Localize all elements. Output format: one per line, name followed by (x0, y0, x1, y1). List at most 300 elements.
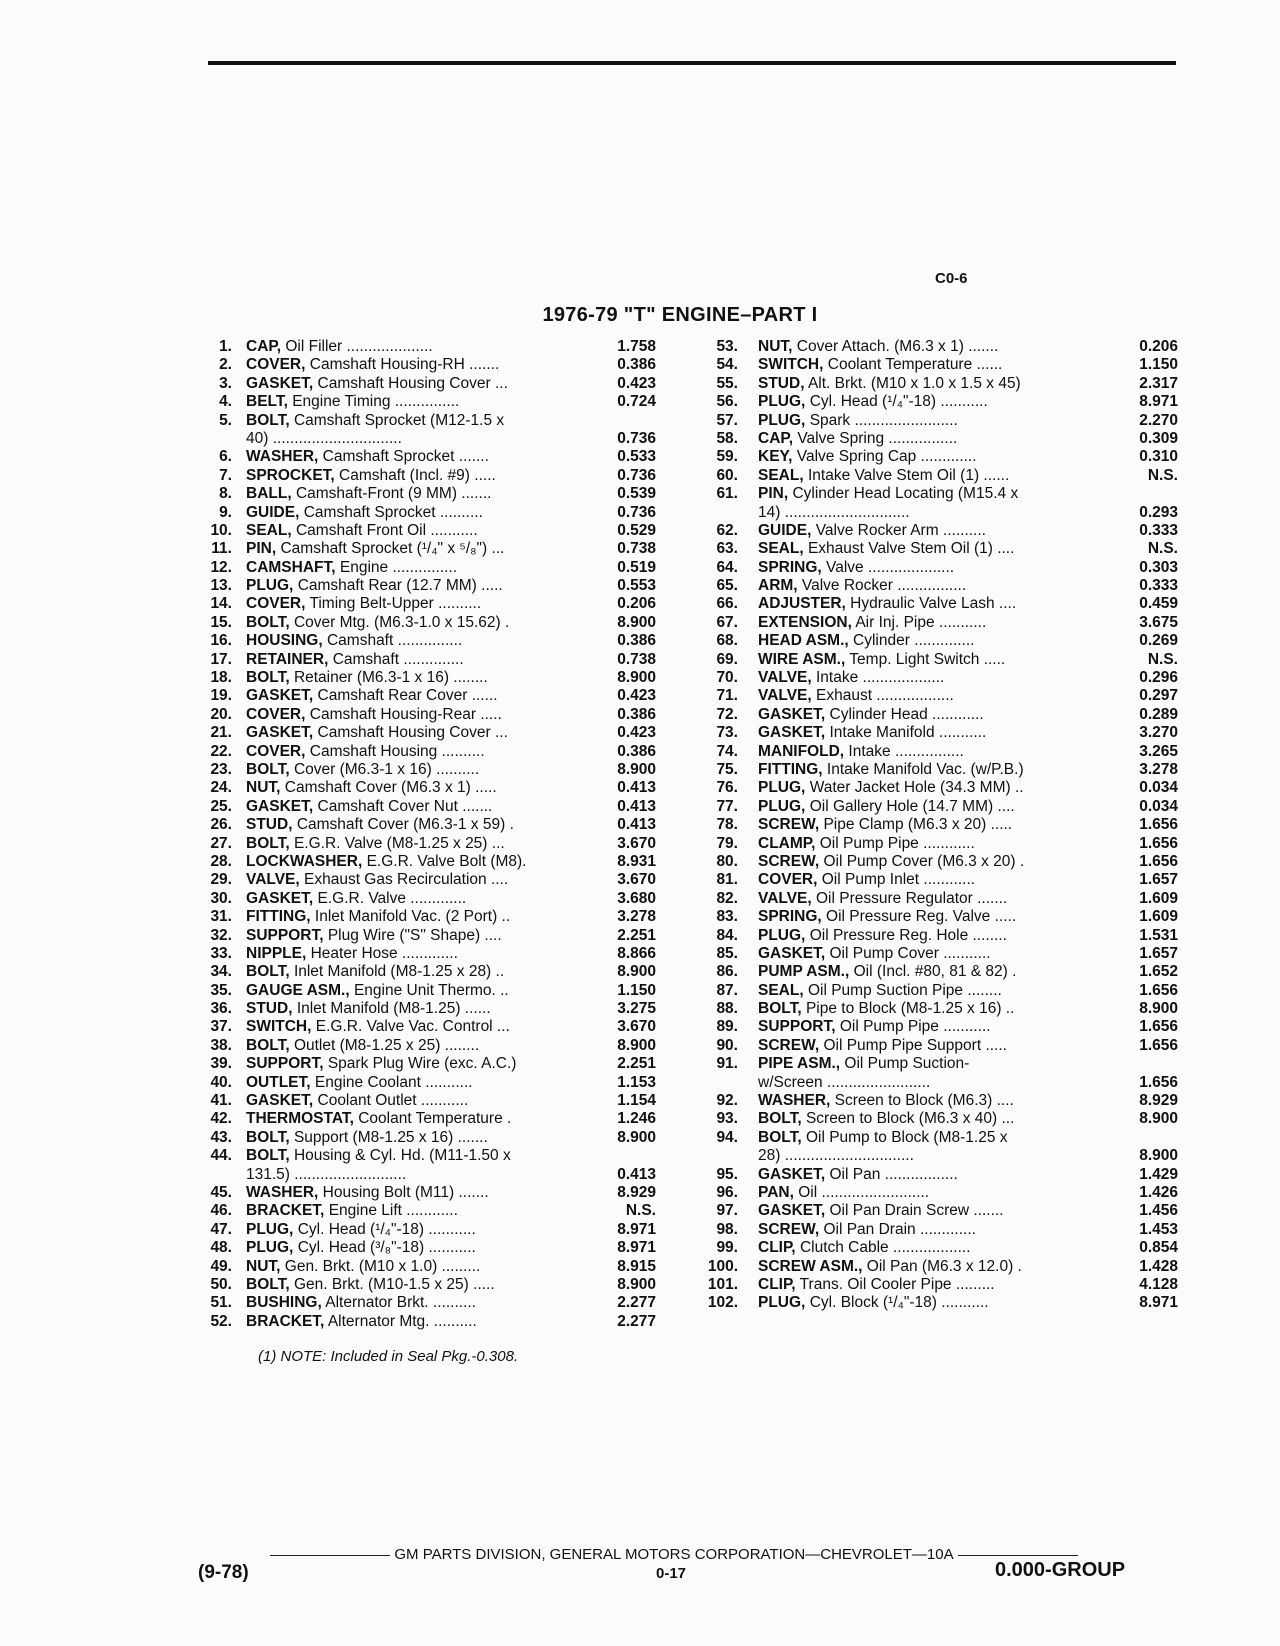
part-number: 70. (716, 669, 738, 687)
group-number: 0.413 (617, 816, 656, 834)
part-detail: Oil Pump Pipe Support ..... (823, 1036, 1007, 1054)
part-row (688, 393, 1178, 411)
group-number: 0.297 (1139, 687, 1178, 705)
part-description (758, 816, 1108, 834)
part-number: 28. (210, 852, 232, 870)
part-description (246, 559, 624, 577)
part-row (688, 982, 1178, 1000)
part-description (246, 1018, 624, 1036)
part-row (688, 816, 1178, 834)
part-detail: Camshaft Sprocket .......... (303, 503, 483, 521)
part-detail: Camshaft ............... (326, 632, 463, 650)
part-detail: 28) .............................. (758, 1147, 914, 1165)
part-name: GASKET, (758, 705, 826, 723)
part-detail: Oil Pump Cover ........... (829, 944, 991, 962)
part-description (246, 908, 624, 926)
part-row (688, 687, 1178, 705)
part-number: 36. (210, 1000, 232, 1018)
group-number: 1.150 (617, 981, 656, 999)
part-detail: Camshaft Cover (M6.3-1 x 59) . (296, 816, 514, 834)
part-detail: Engine ............... (339, 558, 458, 576)
part-number: 12. (210, 558, 232, 576)
part-description (758, 798, 1108, 816)
part-name: GASKET, (246, 687, 314, 705)
part-name: SEAL, (758, 466, 804, 484)
part-description (246, 467, 624, 485)
part-name: ARM, (758, 577, 798, 595)
part-name: PIN, (246, 540, 277, 558)
part-detail: Oil (Incl. #80, 81 & 82) . (853, 963, 1017, 981)
part-description (246, 1055, 624, 1073)
part-number: 29. (210, 871, 232, 889)
part-row (688, 761, 1178, 779)
part-description (758, 908, 1108, 926)
part-detail: Gen. Brkt. (M10 x 1.0) ......... (284, 1257, 481, 1275)
part-row (688, 1000, 1178, 1018)
part-detail: Cyl. Head (¹/₄"-18) ........... (297, 1220, 476, 1238)
part-detail: Camshaft Cover Nut ....... (317, 797, 493, 815)
footnote: (1) NOTE: Included in Seal Pkg.-0.308. (258, 1348, 519, 1365)
part-number: 5. (219, 411, 232, 429)
part-row (688, 1276, 1178, 1294)
part-row (688, 1018, 1178, 1036)
part-row (196, 522, 676, 540)
part-detail: Spark Plug Wire (exc. A.C.) (327, 1055, 517, 1073)
part-row (688, 1129, 1178, 1147)
group-number: 0.529 (617, 521, 656, 539)
group-number: 1.154 (617, 1092, 656, 1110)
part-detail: Spark ........................ (809, 411, 958, 429)
part-row (196, 669, 676, 687)
part-number: 63. (716, 540, 738, 558)
group-number: 2.277 (617, 1294, 656, 1312)
part-row (688, 706, 1178, 724)
part-row (688, 632, 1178, 650)
part-name: BOLT, (246, 1275, 290, 1293)
part-description (758, 559, 1108, 577)
part-description (246, 651, 624, 669)
part-name: NUT, (246, 779, 281, 797)
part-number: 93. (716, 1110, 738, 1128)
group-number: 8.971 (617, 1239, 656, 1257)
group-number: 8.900 (617, 613, 656, 631)
part-name: BRACKET, (246, 1312, 325, 1330)
group-number: 0.206 (1139, 338, 1178, 355)
part-row (196, 724, 676, 742)
part-number: 49. (210, 1257, 232, 1275)
group-number: 0.854 (1139, 1239, 1178, 1257)
part-number: 66. (716, 595, 738, 613)
part-name: CAP, (758, 429, 794, 447)
part-detail: Water Jacket Hole (34.3 MM) .. (809, 779, 1024, 797)
part-name: WASHER, (246, 448, 319, 466)
part-description (246, 890, 624, 908)
part-number: 26. (210, 816, 232, 834)
part-name: SUPPORT, (246, 1055, 324, 1073)
group-number: 8.900 (617, 1128, 656, 1146)
part-description (246, 743, 624, 761)
part-detail: Cover (M6.3-1 x 16) .......... (293, 760, 480, 778)
part-row (196, 706, 676, 724)
part-number: 21. (210, 724, 232, 742)
part-name: SPRING, (758, 558, 822, 576)
part-description (246, 1037, 624, 1055)
part-detail: Pipe to Block (M8-1.25 x 16) .. (805, 1000, 1015, 1018)
part-detail: Engine Lift ............ (328, 1202, 458, 1220)
group-number: 1.656 (1139, 834, 1178, 852)
part-row (196, 430, 676, 448)
part-name: BOLT, (758, 1128, 802, 1146)
part-number: 31. (210, 908, 232, 926)
part-row (196, 1055, 676, 1073)
part-row (688, 779, 1178, 797)
part-description (246, 1221, 624, 1239)
part-description (246, 1202, 624, 1220)
part-row (688, 356, 1178, 374)
part-detail: w/Screen ........................ (758, 1073, 931, 1091)
part-description (246, 1147, 624, 1165)
part-name: CAMSHAFT, (246, 558, 336, 576)
part-description (246, 816, 624, 834)
part-detail: Gen. Brkt. (M10-1.5 x 25) ..... (293, 1275, 495, 1293)
group-number: 8.929 (1139, 1092, 1178, 1110)
part-name: BOLT, (758, 1110, 802, 1128)
part-number: 38. (210, 1036, 232, 1054)
part-description (758, 632, 1108, 650)
part-detail: Intake Manifold ........... (829, 724, 987, 742)
group-number: 0.333 (1139, 577, 1178, 595)
part-detail: Screen to Block (M6.3 x 40) ... (805, 1110, 1015, 1128)
part-number: 34. (210, 963, 232, 981)
part-row (196, 448, 676, 466)
part-detail: Alt. Brkt. (M10 x 1.0 x 1.5 x 45) (807, 374, 1021, 392)
part-description (246, 1184, 624, 1202)
part-name: VALVE, (758, 889, 812, 907)
part-detail: Cylinder Head Locating (M15.4 x (792, 485, 1019, 503)
part-name: GUIDE, (758, 521, 812, 539)
part-description (246, 1276, 624, 1294)
part-number: 48. (210, 1239, 232, 1257)
part-description (246, 375, 624, 393)
part-name: VALVE, (758, 669, 812, 687)
part-number: 51. (210, 1294, 232, 1312)
group-number: 1.758 (617, 338, 656, 355)
part-description (758, 1184, 1108, 1202)
group-number: N.S. (1147, 540, 1178, 558)
part-row (688, 1055, 1178, 1073)
part-row (688, 651, 1178, 669)
part-row (688, 1202, 1178, 1220)
part-description (758, 375, 1108, 393)
part-description (246, 504, 624, 522)
part-description (758, 1166, 1108, 1184)
part-number: 4. (219, 393, 232, 411)
part-detail: Valve Spring ................ (797, 429, 958, 447)
part-description (758, 835, 1108, 853)
group-number: 1.150 (1139, 356, 1178, 374)
group-number: 8.915 (617, 1257, 656, 1275)
part-detail: Cover Attach. (M6.3 x 1) ....... (796, 338, 999, 355)
part-row (196, 908, 676, 926)
part-description (758, 1258, 1108, 1276)
part-number: 9. (219, 503, 232, 521)
part-description (758, 1074, 1108, 1092)
part-name: SUPPORT, (758, 1018, 836, 1036)
part-name: PLUG, (758, 797, 806, 815)
part-row (688, 871, 1178, 889)
part-row (196, 595, 676, 613)
part-row (196, 871, 676, 889)
part-description (246, 724, 624, 742)
part-number: 59. (716, 448, 738, 466)
part-row (688, 724, 1178, 742)
part-detail: Camshaft Sprocket ....... (322, 448, 489, 466)
part-number: 73. (716, 724, 738, 742)
part-description (246, 669, 624, 687)
part-detail: Inlet Manifold (M8-1.25 x 28) .. (293, 963, 505, 981)
part-name: PLUG, (758, 1294, 806, 1312)
part-name: BALL, (246, 485, 292, 503)
part-number: 23. (210, 760, 232, 778)
part-description (758, 393, 1108, 411)
group-number: 8.900 (617, 669, 656, 687)
group-number: 2.251 (617, 926, 656, 944)
group-number: 8.900 (617, 1275, 656, 1293)
part-number: 67. (716, 613, 738, 631)
part-number: 14. (210, 595, 232, 613)
part-row (196, 540, 676, 558)
group-number: 0.269 (1139, 632, 1178, 650)
part-row (196, 559, 676, 577)
part-row (196, 1166, 676, 1184)
part-detail: Camshaft Rear Cover ...... (317, 687, 498, 705)
part-name: GASKET, (246, 374, 314, 392)
part-detail: 40) .............................. (246, 429, 402, 447)
part-row (196, 632, 676, 650)
part-detail: Oil Pan Drain Screw ....... (829, 1202, 1004, 1220)
part-detail: 131.5) .......................... (246, 1165, 407, 1183)
part-row (196, 687, 676, 705)
part-row (688, 485, 1178, 503)
part-row (688, 1110, 1178, 1128)
part-description (758, 1037, 1108, 1055)
part-detail: Oil Pump to Block (M8-1.25 x (805, 1128, 1008, 1146)
part-description (246, 595, 624, 613)
part-row (196, 1184, 676, 1202)
part-row (196, 1258, 676, 1276)
part-detail: Oil Pressure Reg. Hole ........ (809, 926, 1007, 944)
group-number: 2.277 (617, 1312, 656, 1330)
part-detail: Camshaft Housing .......... (309, 742, 485, 760)
group-number: 8.900 (1139, 1000, 1178, 1018)
part-row (196, 1037, 676, 1055)
part-number: 19. (210, 687, 232, 705)
footer-page-number: 0-17 (656, 1565, 687, 1582)
part-detail: Oil Pump Pipe ........... (839, 1018, 991, 1036)
part-name: RETAINER, (246, 650, 329, 668)
group-number: 8.900 (617, 1036, 656, 1054)
footer-division: GM PARTS DIVISION, GENERAL MOTORS CORPORATION—CHEVROLET—10A (394, 1546, 954, 1563)
part-description (758, 743, 1108, 761)
part-name: FITTING, (246, 908, 311, 926)
footer-dash-left (270, 1555, 390, 1556)
part-description (246, 632, 624, 650)
part-name: GASKET, (758, 944, 826, 962)
group-number: 8.931 (617, 852, 656, 870)
part-name: STUD, (246, 816, 293, 834)
part-row (688, 595, 1178, 613)
part-number: 85. (716, 944, 738, 962)
part-name: BOLT, (246, 1036, 290, 1054)
part-number: 33. (210, 944, 232, 962)
part-detail: Coolant Temperature . (358, 1110, 512, 1128)
part-row (688, 1092, 1178, 1110)
part-name: BOLT, (246, 760, 290, 778)
part-number: 99. (716, 1239, 738, 1257)
part-detail: Plug Wire ("S" Shape) .... (327, 926, 502, 944)
group-number: 1.609 (1139, 908, 1178, 926)
part-description (246, 412, 624, 430)
part-number: 83. (716, 908, 738, 926)
part-number: 35. (210, 981, 232, 999)
part-description (246, 1110, 624, 1128)
part-row (688, 945, 1178, 963)
group-number: 0.293 (1139, 503, 1178, 521)
part-detail: Cover Mtg. (M6.3-1.0 x 15.62) . (293, 613, 510, 631)
group-number: N.S. (1147, 650, 1178, 668)
part-name: NUT, (758, 338, 793, 355)
part-name: BOLT, (246, 1147, 290, 1165)
group-number: 0.519 (617, 558, 656, 576)
part-description (758, 1221, 1108, 1239)
part-name: BRACKET, (246, 1202, 325, 1220)
part-detail: Intake Manifold Vac. (w/P.B.) (826, 760, 1024, 778)
part-detail: Camshaft Housing-Rear ..... (309, 705, 502, 723)
group-number: 2.317 (1139, 374, 1178, 392)
part-row (196, 1202, 676, 1220)
part-number: 96. (716, 1183, 738, 1201)
part-detail: Cylinder .............. (853, 632, 975, 650)
group-number: 1.426 (1139, 1183, 1178, 1201)
part-description (758, 1202, 1108, 1220)
part-detail: Engine Coolant ........... (314, 1073, 473, 1091)
part-detail: Exhaust Valve Stem Oil (1) .... (807, 540, 1015, 558)
part-detail: Temp. Light Switch ..... (849, 650, 1006, 668)
group-number: 0.553 (617, 577, 656, 595)
part-description (246, 945, 624, 963)
footer-date: (9-78) (198, 1562, 249, 1583)
part-detail: Alternator Mtg. .......... (327, 1312, 477, 1330)
part-detail: Valve .................... (826, 558, 955, 576)
part-description (758, 724, 1108, 742)
part-row (196, 798, 676, 816)
part-name: COVER, (758, 871, 818, 889)
part-detail: Air Inj. Pipe ........... (855, 613, 987, 631)
part-description (758, 485, 1108, 503)
part-number: 22. (210, 742, 232, 760)
part-row (688, 559, 1178, 577)
part-detail: Exhaust .................. (816, 687, 954, 705)
part-detail: Alternator Brkt. .......... (325, 1294, 476, 1312)
group-number: 0.459 (1139, 595, 1178, 613)
group-number: N.S. (625, 1202, 656, 1220)
group-number: 1.656 (1139, 852, 1178, 870)
part-description (246, 871, 624, 889)
part-number: 11. (211, 540, 232, 558)
part-row (196, 1018, 676, 1036)
part-number: 71. (716, 687, 738, 705)
group-number: 1.656 (1139, 1073, 1178, 1091)
group-number: 0.310 (1139, 448, 1178, 466)
group-number: 1.657 (1139, 871, 1178, 889)
part-number: 40. (210, 1073, 232, 1091)
part-name: CLIP, (758, 1239, 796, 1257)
group-number: 3.278 (617, 908, 656, 926)
group-number: 0.736 (617, 466, 656, 484)
part-description (246, 779, 624, 797)
part-name: KEY, (758, 448, 793, 466)
group-number: 1.656 (1139, 981, 1178, 999)
part-description (758, 577, 1108, 595)
part-name: CLIP, (758, 1275, 796, 1293)
part-description (246, 448, 624, 466)
part-detail: E.G.R. Valve Bolt (M8). (366, 852, 527, 870)
part-description (246, 393, 624, 411)
part-number: 81. (716, 871, 738, 889)
part-number: 97. (716, 1202, 738, 1220)
part-detail: Camshaft Sprocket (¹/₄" x ⁵/₈") ... (280, 540, 505, 558)
part-description (246, 1258, 624, 1276)
part-detail: Coolant Outlet ........... (317, 1092, 469, 1110)
part-name: PIPE ASM., (758, 1055, 841, 1073)
group-number: 0.386 (617, 632, 656, 650)
part-description (758, 467, 1108, 485)
group-number: 3.670 (617, 834, 656, 852)
part-name: BUSHING, (246, 1294, 322, 1312)
part-name: WASHER, (246, 1183, 319, 1201)
part-description (246, 761, 624, 779)
part-detail: Camshaft (Incl. #9) ..... (339, 466, 496, 484)
part-number: 77. (716, 797, 738, 815)
part-name: PLUG, (758, 926, 806, 944)
group-number: 2.251 (617, 1055, 656, 1073)
part-number: 57. (716, 411, 738, 429)
part-number: 41. (210, 1092, 232, 1110)
part-detail: Oil Pump Suction- (844, 1055, 970, 1073)
part-detail: Oil Pan ................. (829, 1165, 958, 1183)
group-number: 0.034 (1139, 797, 1178, 815)
part-number: 68. (716, 632, 738, 650)
part-description (246, 982, 624, 1000)
part-row (196, 338, 676, 356)
part-detail: Clutch Cable .................. (799, 1239, 971, 1257)
group-number: N.S. (1147, 466, 1178, 484)
part-number: 91. (716, 1055, 738, 1073)
part-description (246, 1074, 624, 1092)
part-detail: Oil Pan (M6.3 x 12.0) . (866, 1257, 1022, 1275)
group-number: 0.413 (617, 797, 656, 815)
group-number: 0.738 (617, 540, 656, 558)
part-row (688, 1294, 1178, 1312)
part-row (196, 1110, 676, 1128)
part-detail: Oil Pressure Regulator ....... (816, 889, 1008, 907)
part-row (688, 1258, 1178, 1276)
part-description (758, 687, 1108, 705)
part-number: 50. (210, 1275, 232, 1293)
group-number: 0.423 (617, 374, 656, 392)
part-name: BOLT, (246, 613, 290, 631)
part-description (246, 1313, 624, 1331)
